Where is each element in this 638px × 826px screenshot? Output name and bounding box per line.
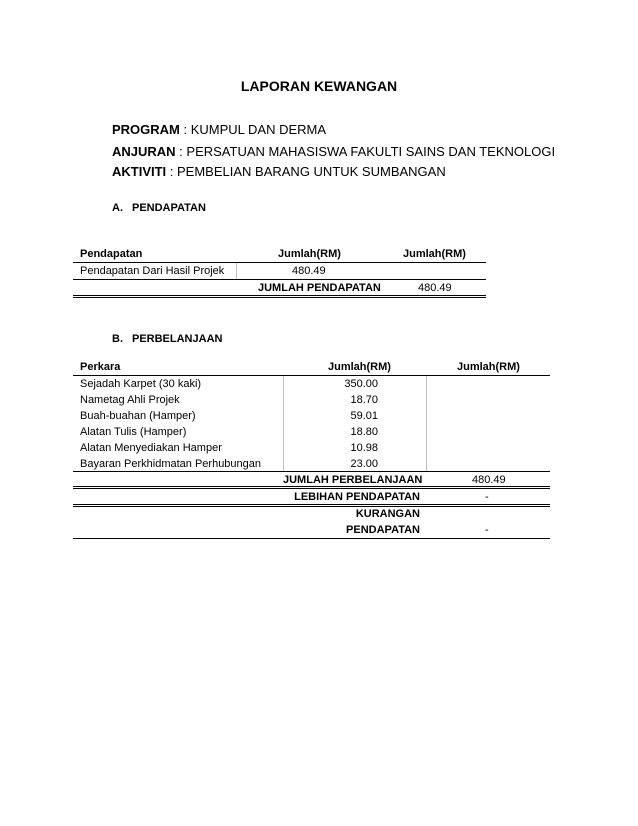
- perbelanjaan-header-total: Jumlah(RM): [457, 361, 520, 373]
- expense-amount: 18.80: [350, 426, 378, 438]
- anjuran-label: ANJURAN: [112, 144, 176, 159]
- lebihan-label: LEBIHAN PENDAPATAN: [294, 491, 420, 503]
- expense-item: Alatan Menyediakan Hamper: [80, 442, 222, 454]
- expense-amount: 59.01: [350, 410, 378, 422]
- pendapatan-grid-line: [236, 263, 237, 279]
- section-b-number: B.: [112, 333, 123, 345]
- section-a-heading: [112, 202, 206, 214]
- expense-amount: 18.70: [350, 394, 378, 406]
- lebihan-rule: [73, 504, 550, 507]
- section-a-title: PENDAPATAN: [132, 202, 206, 214]
- pendapatan-total-rule: [73, 295, 486, 298]
- section-b-heading: [112, 333, 222, 345]
- report-title: LAPORAN KEWANGAN: [240, 78, 398, 94]
- program-value: : KUMPUL DAN DERMA: [179, 122, 327, 137]
- perbelanjaan-header-item: Perkara: [80, 361, 121, 373]
- pendapatan-row-item: Pendapatan Dari Hasil Projek: [80, 265, 225, 277]
- perbelanjaan-header-rule: [73, 375, 550, 376]
- expense-amount: 23.00: [350, 458, 378, 470]
- section-a-number: A.: [112, 202, 123, 214]
- pendapatan-header-rule: [73, 262, 486, 263]
- pendapatan-header-item: Pendapatan: [80, 248, 143, 260]
- kurangan-rule: [73, 538, 550, 539]
- kurangan-label-line-1: KURANGAN: [355, 508, 420, 520]
- perbelanjaan-total-label: JUMLAH PERBELANJAAN: [283, 474, 423, 486]
- anjuran-value: : PERSATUAN MAHASISWA FAKULTI SAINS DAN TEKNOLOGI: [175, 144, 556, 159]
- expense-item: Buah-buahan (Hamper): [80, 410, 196, 422]
- anjuran-line: [112, 144, 555, 159]
- kurangan-label-line-2: PENDAPATAN: [346, 524, 420, 536]
- aktiviti-line: [112, 164, 446, 179]
- pendapatan-total-value: 480.49: [418, 282, 452, 294]
- program-line: [112, 122, 326, 137]
- lebihan-value: -: [485, 491, 489, 503]
- aktiviti-label: AKTIVITI: [112, 164, 167, 179]
- expense-item: Sejadah Karpet (30 kaki): [80, 378, 202, 390]
- pendapatan-header-amount: Jumlah(RM): [278, 248, 341, 260]
- pendapatan-row-amount: 480.49: [292, 265, 326, 277]
- section-b-title: PERBELANJAAN: [132, 333, 223, 345]
- perbelanjaan-grid-line: [426, 376, 427, 471]
- program-label: PROGRAM: [112, 122, 180, 137]
- pendapatan-header-total: Jumlah(RM): [403, 248, 466, 260]
- perbelanjaan-total-value: 480.49: [472, 474, 506, 486]
- aktiviti-value: : PEMBELIAN BARANG UNTUK SUMBANGAN: [166, 164, 446, 179]
- expense-item: Bayaran Perkhidmatan Perhubungan: [80, 458, 262, 470]
- expense-item: Nametag Ahli Projek: [80, 394, 180, 406]
- expense-amount: 350.00: [344, 378, 378, 390]
- perbelanjaan-total-rule: [73, 486, 550, 489]
- expense-item: Alatan Tulis (Hamper): [80, 426, 187, 438]
- kurangan-value: -: [485, 524, 489, 536]
- perbelanjaan-grid-line: [283, 376, 284, 471]
- pendapatan-row-rule: [73, 279, 486, 280]
- perbelanjaan-rows-rule: [73, 471, 550, 472]
- perbelanjaan-header-amount: Jumlah(RM): [328, 361, 391, 373]
- expense-amount: 10.98: [350, 442, 378, 454]
- pendapatan-total-label: JUMLAH PENDAPATAN: [258, 282, 381, 294]
